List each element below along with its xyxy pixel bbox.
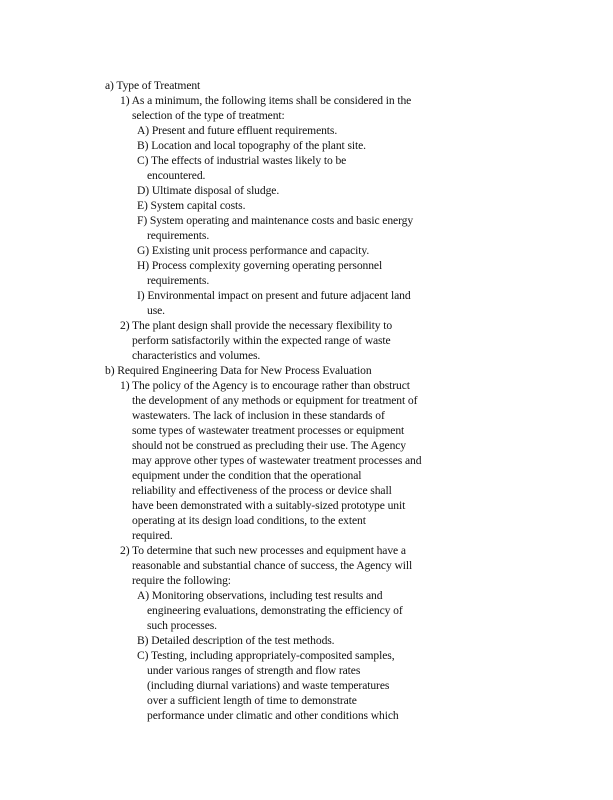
section-b-heading: b) Required Engineering Data for New Process Evaluation	[105, 364, 372, 377]
list-item: C) Testing, including appropriately-composited samples,	[137, 649, 395, 662]
text-line: 1) The policy of the Agency is to encourage rather than obstruct	[120, 379, 410, 392]
text-line: selection of the type of treatment:	[132, 109, 285, 122]
list-item: B) Detailed description of the test methods.	[137, 634, 335, 647]
text-line: use.	[147, 304, 165, 317]
text-line: over a sufficient length of time to demonstrate	[147, 694, 357, 707]
text-line: performance under climatic and other conditions which	[147, 709, 399, 722]
text-line: engineering evaluations, demonstrating the efficiency of	[147, 604, 403, 617]
text-line: requirements.	[147, 274, 210, 287]
text-line: have been demonstrated with a suitably-sized prototype unit	[132, 499, 406, 512]
section-a-heading: a) Type of Treatment	[105, 79, 201, 92]
text-line: 2) To determine that such new processes and equipment have a	[120, 544, 406, 557]
list-item: H) Process complexity governing operating personnel	[137, 259, 383, 272]
text-line: wastewaters. The lack of inclusion in these standards of	[132, 409, 385, 422]
text-line: reasonable and substantial chance of success, the Agency will	[132, 559, 413, 572]
text-line: 2) The plant design shall provide the necessary flexibility to	[120, 319, 393, 332]
text-line: required.	[132, 529, 173, 542]
text-line: characteristics and volumes.	[132, 349, 261, 362]
text-line: encountered.	[147, 169, 206, 182]
list-item: B) Location and local topography of the plant site.	[137, 139, 366, 152]
list-item: A) Monitoring observations, including test results and	[137, 589, 383, 602]
list-item: A) Present and future effluent requirements.	[137, 124, 338, 137]
list-item: C) The effects of industrial wastes likely to be	[137, 154, 347, 167]
text-line: 1) As a minimum, the following items shall be considered in the	[120, 94, 412, 107]
text-line: such processes.	[147, 619, 217, 632]
text-line: the development of any methods or equipment for treatment of	[132, 394, 418, 407]
text-line: should not be construed as precluding their use. The Agency	[132, 439, 407, 452]
text-line: perform satisfactorily within the expected range of waste	[132, 334, 391, 347]
list-item: E) System capital costs.	[137, 199, 246, 212]
text-line: (including diurnal variations) and waste temperatures	[147, 679, 390, 692]
list-item: I) Environmental impact on present and future adjacent land	[137, 289, 411, 302]
text-line: reliability and effectiveness of the process or device shall	[132, 484, 392, 497]
text-line: requirements.	[147, 229, 210, 242]
text-line: operating at its design load conditions, to the extent	[132, 514, 366, 527]
list-item: F) System operating and maintenance costs and basic energy	[137, 214, 414, 227]
text-line: equipment under the condition that the operational	[132, 469, 362, 482]
text-line: under various ranges of strength and flow rates	[147, 664, 361, 677]
text-line: some types of wastewater treatment processes or equipment	[132, 424, 405, 437]
list-item: D) Ultimate disposal of sludge.	[137, 184, 280, 197]
text-line: require the following:	[132, 574, 231, 587]
text-line: may approve other types of wastewater treatment processes and	[132, 454, 422, 467]
list-item: G) Existing unit process performance and capacity.	[137, 244, 370, 257]
